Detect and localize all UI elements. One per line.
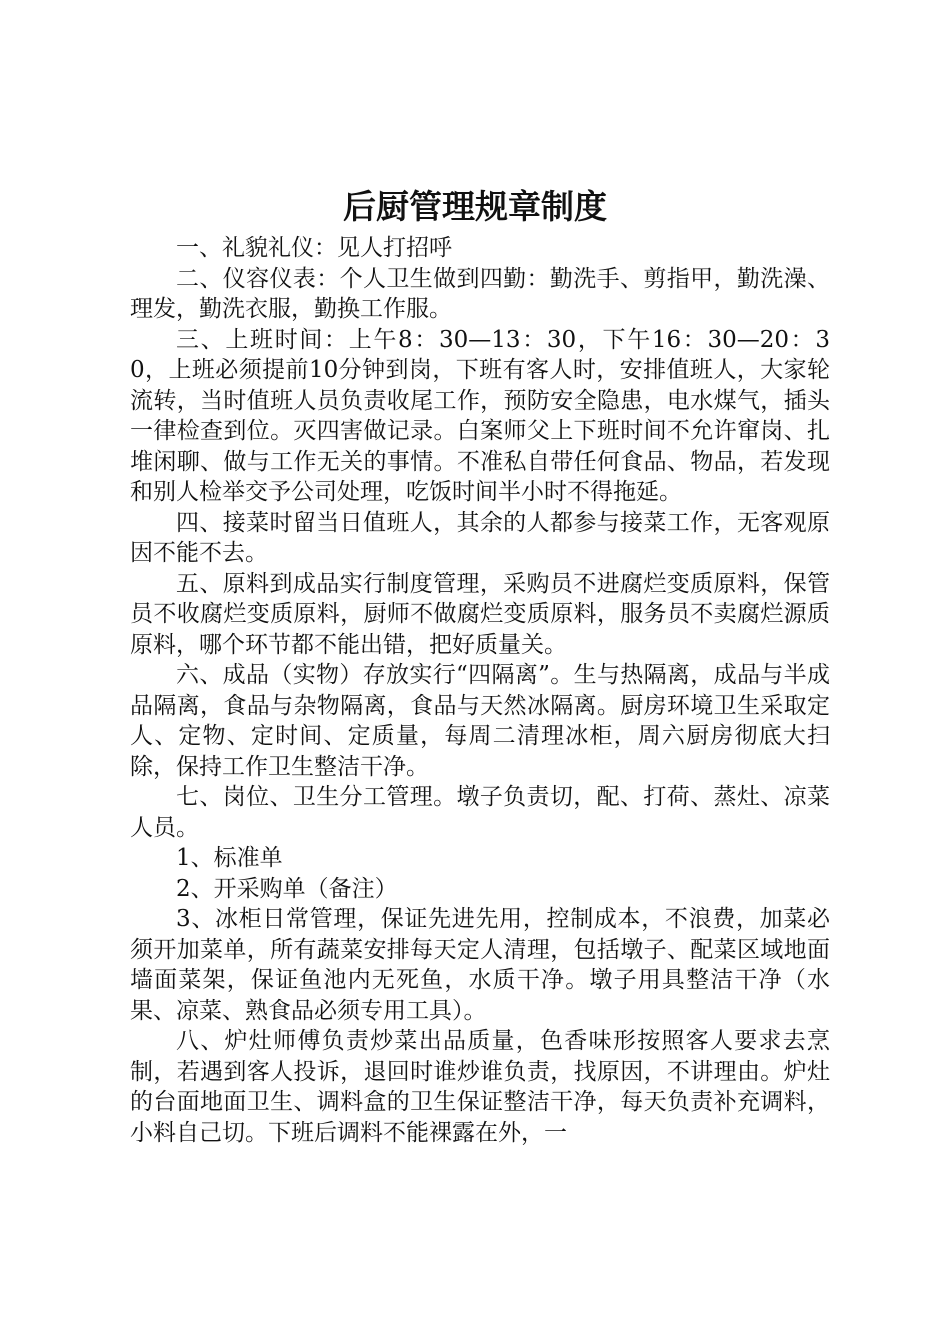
paragraph-positions: 七、岗位、卫生分工管理。墩子负责切，配、打荷、蒸灶、凉菜人员。 — [130, 784, 830, 841]
paragraph-stove-chef: 八、炉灶师傅负责炒菜出品质量，色香味形按照客人要求去烹制，若遇到客人投诉，退回时谁炒谁负责，找原因，不讲理由。炉灶的台面地面卫生、调料盒的卫生保证整洁干净，每天负责补充调料，小料自己切。下班后调料不能裸露在外，一 — [130, 1028, 830, 1146]
paragraph-working-hours: 三、上班时间：上午8：30—13：30，下午16：30—20：30，上班必须提前10分钟到岗，下班有客人时，安排值班人，大家轮流转，当时值班人员负责收尾工作，预防安全隐患，电水煤气，插头一律检查到位。灭四害做记录。白案师父上下班时间不允许窜岗、扎堆闲聊、做与工作无关的事情。不准私自带任何食品、物品，若发现和别人检举交予公司处理，吃饭时间半小时不得拖延。 — [130, 326, 830, 505]
list-item-purchase-order: 2、开采购单（备注） — [176, 875, 398, 902]
paragraph-appearance: 二、仪容仪表：个人卫生做到四勤：勤洗手、剪指甲，勤洗澡、理发，勤洗衣服，勤换工作服。 — [130, 265, 830, 322]
document-title: 后厨管理规章制度 — [343, 187, 607, 226]
document-body — [130, 233, 830, 1148]
paragraph-etiquette: 一、礼貌礼仪：见人打招呼 — [176, 235, 452, 261]
list-item-standard-sheet: 1、标准单 — [176, 845, 283, 871]
paragraph-receiving-goods: 四、接菜时留当日值班人，其余的人都参与接菜工作，无客观原因不能不去。 — [130, 509, 830, 566]
paragraph-raw-materials: 五、原料到成品实行制度管理，采购员不进腐烂变质原料，保管员不收腐烂变质原料，厨师不做腐烂变质原料，服务员不卖腐烂源质原料，哪个环节都不能出错，把好质量关。 — [130, 570, 830, 658]
list-item-freezer-management: 3、冰柜日常管理，保证先进先用，控制成本，不浪费，加菜必须开加菜单，所有蔬菜安排每天定人清理，包括墩子、配菜区域地面墙面菜架，保证鱼池内无死鱼，水质干净。墩子用具整洁干净（水果、凉菜、熟食品必须专用工具）。 — [130, 906, 830, 1024]
paragraph-storage: 六、成品（实物）存放实行“四隔离”。生与热隔离，成品与半成品隔离，食品与杂物隔离，食品与天然冰隔离。厨房环境卫生采取定人、定物、定时间、定质量，每周二清理冰柜，周六厨房彻底大扫除，保持工作卫生整洁干净。 — [130, 662, 830, 780]
